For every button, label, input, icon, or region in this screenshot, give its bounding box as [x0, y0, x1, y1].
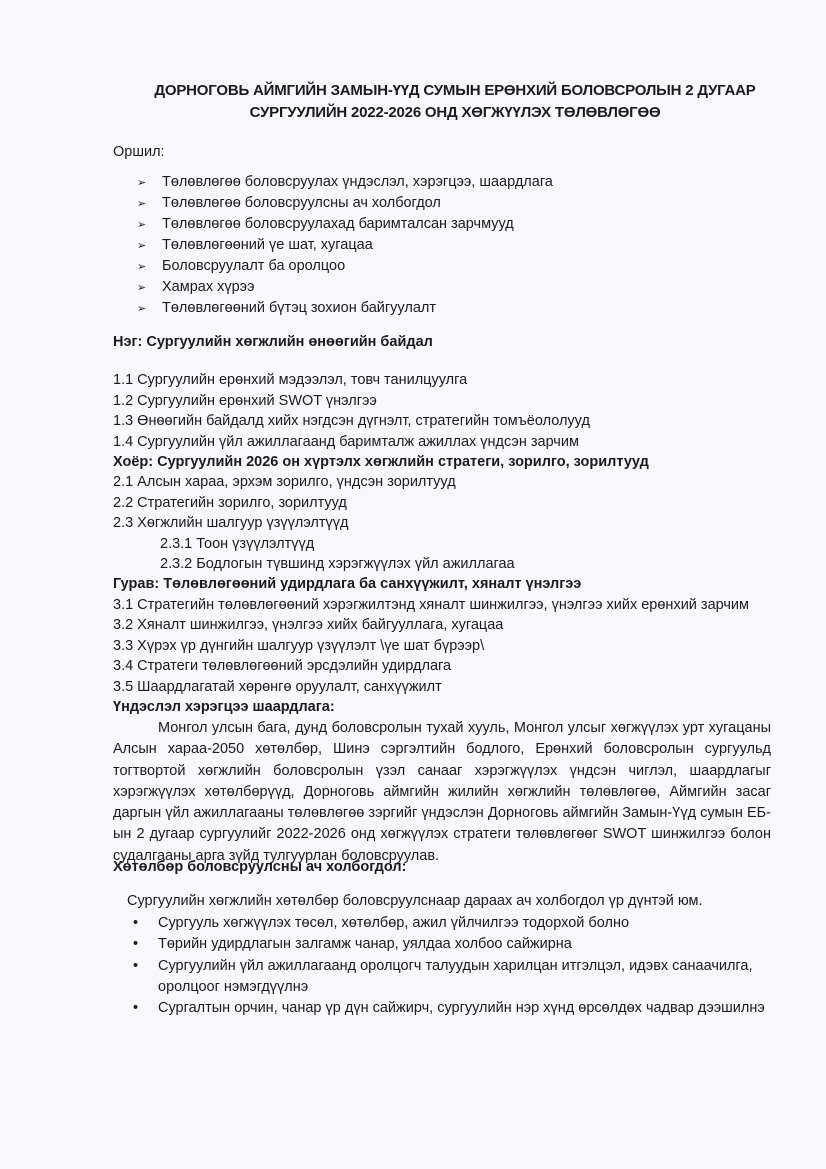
importance-heading: Хөтөлбөр боловсруулсны ач холбогдол: — [113, 859, 407, 875]
arrow-bullet-icon: ➢ — [137, 198, 147, 210]
toc-item: 1.3 Өнөөгийн байдалд хийх нэгдсэн дүгнэлт, стратегийн томъёололууд — [113, 413, 590, 429]
list-item: ➢ Төлөвлөгөөний үе шат, хугацаа — [137, 235, 553, 256]
section-3-heading: Гурав: Төлөвлөгөөний удирдлага ба санхүүжилт, хяналт үнэлгээ — [113, 576, 582, 592]
intro-label: Оршил: — [113, 144, 165, 160]
toc-item: 2.1 Алсын хараа, эрхэм зорилго, үндсэн зорилтууд — [113, 474, 456, 490]
toc-item: 2.2 Стратегийн зорилго, зорилтууд — [113, 495, 347, 511]
section-2-heading: Хоёр: Сургуулийн 2026 он хүртэлх хөгжлийн стратеги, зорилго, зорилтууд — [113, 454, 649, 470]
toc-item: 3.4 Стратеги төлөвлөгөөний эрсдэлийн удирдлага — [113, 658, 452, 674]
basis-heading: Үндэслэл хэрэгцээ шаардлага: — [113, 699, 335, 715]
arrow-bullet-icon: ➢ — [137, 240, 147, 252]
list-item: • Сургууль хөгжүүлэх төсөл, хөтөлбөр, ажил үйлчилгээ тодорхой болно — [133, 913, 783, 934]
list-item: ➢ Боловсруулалт ба оролцоо — [137, 256, 553, 277]
intro-list — [137, 172, 553, 319]
list-item: ➢ Төлөвлөгөө боловсруулах үндэслэл, хэрэгцээ, шаардлага — [137, 172, 553, 193]
list-item: ➢ Төлөвлөгөө боловсруулахад баримталсан зарчмууд — [137, 214, 553, 235]
list-item: • Төрийн удирдлагын залгамж чанар, уялдаа холбоо сайжирна — [133, 934, 783, 955]
arrow-bullet-icon: ➢ — [137, 303, 147, 315]
toc-item: 1.4 Сургуулийн үйл ажиллагаанд баримталж ажиллах үндсэн зарчим — [113, 434, 579, 450]
list-item: • Сургуулийн үйл ажиллагаанд оролцогч талуудын харилцан итгэлцэл, идэвх санаачилга, оролцоог нэмэгдүүлнэ — [133, 957, 753, 995]
toc-item: 3.3 Хүрэх үр дүнгийн шалгуур үзүүлэлт \үе шат бүрээр\ — [113, 638, 485, 654]
section-1-heading: Нэг: Сургуулийн хөгжлийн өнөөгийн байдал — [113, 334, 433, 350]
basis-paragraph: Монгол улсын бага, дунд боловсролын тухай хууль, Монгол улсыг хөгжүүлэх урт хугацаны Алсын хараа-2050 хөтөлбөр, Шинэ сэргэлтийн бодлого, Ерөнхий боловсролын сургуульд тогтвортой хөгжлийн боловсролын үзэл санааг хэрэгжүүлэх үндсэн чиглэл, шаардлагыг хэрэгжүүлэх хөтөлбөрүүд, Дорноговь аймгийн жилийн хөгжлийн төлөвлөгөө, Аймгийн засаг даргын үйл ажиллагааны төлөвлөгөө зэргийг үндэслэн Дорноговь аймгийн Замын-Үүд сумын ЕБ-ын 2 дугаар сургуулийг 2022-2026 онд хөгжүүлэх стратеги төлөвлөгөөг SWOT шинжилгээ болон судалгааны арга зүйд тулгуурлан боловсруулав. — [113, 720, 771, 864]
bullet-icon: • — [133, 915, 139, 931]
list-item: ➢ Төлөвлөгөөний бүтэц зохион байгуулалт — [137, 298, 553, 319]
toc-item: 1.1 Сургуулийн ерөнхий мэдээлэл, товч танилцуулга — [113, 372, 468, 388]
title-line-1: ДОРНОГОВЬ АЙМГИЙН ЗАМЫН-ҮҮД СУМЫН ЕРӨНХИЙ БОЛОВСРОЛЫН 2 ДУГААР — [154, 82, 756, 99]
bullet-icon: • — [133, 957, 139, 974]
list-item: ➢ Хамрах хүрээ — [137, 277, 553, 298]
bullet-icon: • — [133, 936, 139, 953]
arrow-bullet-icon: ➢ — [137, 177, 147, 189]
importance-lead: Сургуулийн хөгжлийн хөтөлбөр боловсруулснаар дараах ач холбогдол үр дүнтэй юм. — [127, 893, 703, 909]
bullet-icon: • — [133, 1000, 139, 1017]
list-item: • Сургалтын орчин, чанар үр дүн сайжирч, сургуулийн нэр хүнд өрсөлдөх чадвар дээшилнэ — [133, 998, 783, 1019]
title-line-2: СУРГУУЛИЙН 2022-2026 ОНД ХӨГЖҮҮЛЭХ ТӨЛӨВЛӨГӨӨ — [249, 104, 661, 121]
toc-item: 3.2 Хяналт шинжилгээ, үнэлгээ хийх байгууллага, хугацаа — [113, 617, 504, 633]
toc-item: 1.2 Сургуулийн ерөнхий SWOT үнэлгээ — [113, 393, 377, 409]
arrow-bullet-icon: ➢ — [137, 282, 147, 294]
list-item: ➢ Төлөвлөгөө боловсруулсны ач холбогдол — [137, 193, 553, 214]
toc-subitem: 2.3.2 Бодлогын түвшинд хэрэгжүүлэх үйл ажиллагаа — [160, 556, 515, 572]
toc-item: 2.3 Хөгжлийн шалгуур үзүүлэлтүүд — [113, 515, 349, 531]
toc-subitem: 2.3.1 Тоон үзүүлэлтүүд — [160, 536, 315, 552]
toc-item: 3.5 Шаардлагатай хөрөнгө оруулалт, санхүүжилт — [113, 679, 442, 695]
importance-list — [133, 913, 783, 1019]
arrow-bullet-icon: ➢ — [137, 219, 147, 231]
arrow-bullet-icon: ➢ — [137, 261, 147, 273]
toc-item: 3.1 Стратегийн төлөвлөгөөний хэрэгжилтэнд хяналт шинжилгээ, үнэлгээ хийх ерөнхий зарчим — [113, 597, 749, 613]
document-title — [110, 80, 800, 124]
